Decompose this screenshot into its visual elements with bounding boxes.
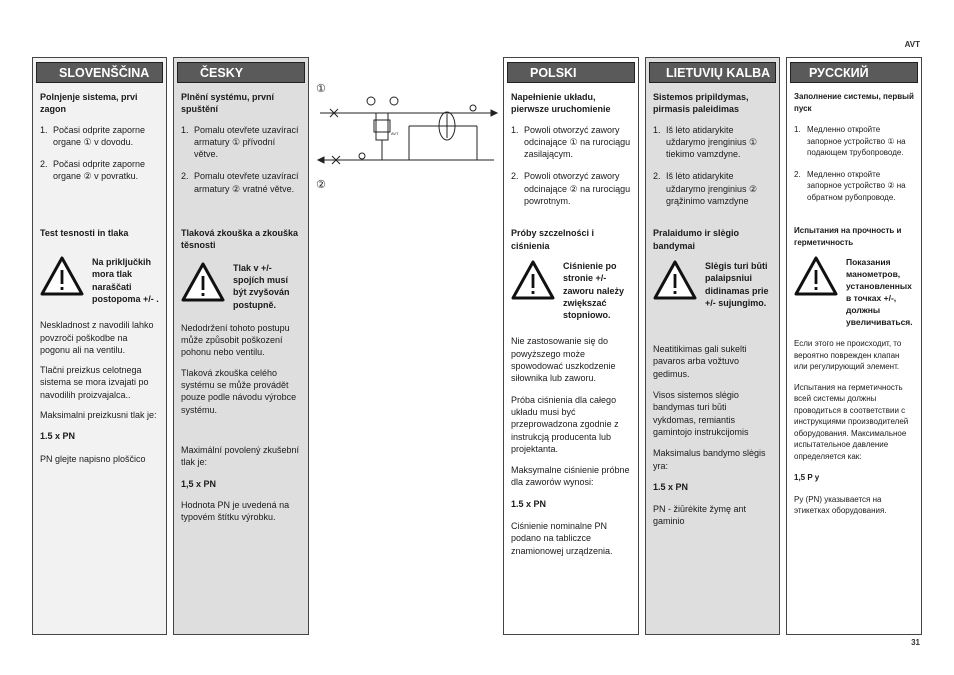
steps-list [40,124,159,183]
paragraph: Если этого не происходит, то вероятно поврежден клапан или регулирующий элемент. [794,339,902,371]
column-russian [786,57,922,635]
heading-filling: Napełnienie układu, pierwsze uruchomienie [511,92,611,115]
max-pressure-value: 1,5 P у [794,473,820,482]
paragraph: Tlačni preizkus celotnega sistema se mora izvajati po navodilih proizvajalca.. [40,365,149,400]
warning-box [653,260,772,309]
paragraph: Maksimalus bandymo slėgis yra: [653,448,766,471]
paragraph: Hodnota PN je uvedená na typovém štítku výrobku. [181,499,290,523]
list-item: 1. Powoli otworzyć zawory odcinające ① na rurociągu zasilającym. [511,124,631,160]
list-item: 2. Iš lėto atidarykite uždarymo įrenginius ② grąžinimo vamzdyne [653,171,758,207]
max-pressure-value: 1.5 x PN [40,431,76,442]
warning-text: Ciśnienie po stronie +/- zaworu należy zwiększać stopniowo. [563,260,625,321]
paragraph: Pу (PN) указывается на этикетках оборудования. [794,494,887,515]
label-return: ② [316,178,326,190]
list-item: 2. Медленно откройте запорное устройство ② на обратном рубопроводе. [794,169,906,202]
heading-filling: Plnění systému, první spuštění [181,92,275,115]
brand-label: AVT [904,40,920,49]
list-item: 2. Powoli otworzyć zawory odcinające ② na rurociągu powrotnym. [511,171,631,207]
label-avt: AVT [391,131,399,136]
warning-box [40,256,159,305]
piping-diagram [312,80,502,190]
label-supply: ① [316,82,326,95]
max-pressure-value: 1,5 x PN [181,478,217,489]
steps-list [794,124,914,203]
paragraph: Neatitikimas gali sukelti pavaros arba vožtuvo gedimus. [653,344,747,379]
warning-icon [181,262,225,302]
section-title: ČESKY [177,62,305,83]
warning-box [181,262,301,311]
list-item: 2. Počasi odprite zaporne organe ② v povratku. [40,159,146,182]
list-item: 1. Медленно откройте запорное устройство ① на подающем трубопроводе. [794,125,906,157]
paragraph: Испытания на герметичность всей системы должны проводиться в соответствии с инструкциями производителей оборудования. Максимальное испытательное давление определяется как: [794,382,909,461]
max-pressure-value: 1.5 x PN [653,481,689,492]
list-item: 1. Pomalu otevřete uzavírací armatury ① přívodní větve. [181,124,299,160]
paragraph: Neskladnost z navodili lahko povzroči poškodbe na pogonu ali na ventilu. [40,320,154,355]
section-title: LIETUVIŲ KALBA [649,62,776,83]
paragraph: PN - žiūrėkite žymę ant gaminio [653,504,747,527]
heading-filling: Заполнение системы, первый пуск [794,92,914,113]
heading-pressure-test: Tlaková zkouška a zkouška těsnosti [181,228,299,251]
steps-list [181,124,301,195]
paragraph: Maximální povolený zkušební tlak je: [181,444,300,468]
paragraph: Nedodržení tohoto postupu může způsobit poškození pohonu nebo ventilu. [181,322,290,358]
heading-filling: Polnjenje sistema, prvi zagon [40,92,138,115]
list-item: 2. Pomalu otevřete uzavírací armatury ② vratné větve. [181,171,299,194]
section-title: РУССКИЙ [790,62,918,83]
paragraph: Maksymalne ciśnienie próbne dla zaworów wynosi: [511,465,630,488]
heading-filling: Sistemos pripildymas, pirmasis paleidimas [653,92,749,115]
warning-text: Na priključkih mora tlak naraščati postopoma +/- . [92,257,159,304]
paragraph: PN glejte napisno ploščico [40,453,146,464]
heading-pressure-test: Próby szczelności i ciśnienia [511,228,595,251]
paragraph: Tlaková zkouška celého systému se může provádět pouze podle návodu výrobce systému. [181,367,297,415]
warning-box [511,260,631,321]
warning-text: Показания манометров, установленных в точках +/-, должны увеличиваться. [846,257,913,327]
warning-text: Tlak v +/- spojích musí být zvyšován postupně. [233,262,290,310]
paragraph: Maksimalni preizkusni tlak je: [40,410,157,421]
page-number: 31 [911,638,920,647]
column-slovenian [32,57,167,635]
section-title: SLOVENŠČINA [36,62,163,83]
heading-pressure-test: Испытания на прочность и герметичность [794,226,902,247]
steps-list [653,124,772,208]
heading-pressure-test: Test tesnosti in tlaka [40,227,129,238]
heading-pressure-test: Pralaidumo ir slėgio bandymai [653,228,740,251]
column-polish [503,57,639,635]
paragraph: Visos sistemos slėgio bandymas turi būti vykdomas, remiantis gamintojo instrukcijomis [653,390,749,437]
list-item: 1. Iš lėto atidarykite uždarymo įrenginius ① tiekimo vamzdyne. [653,124,758,160]
paragraph: Próba ciśnienia dla całego układu musi być przeprowadzona zgodnie z instrukcją producenta lub projektanta. [511,394,619,454]
warning-box [794,256,914,328]
paragraph: Nie zastosowanie się do powyższego może spowodować uszkodzenie siłownika lub zaworu. [511,336,616,384]
list-item: 1. Počasi odprite zaporne organe ① v dovodu. [40,124,146,147]
column-lithuanian [645,57,780,635]
max-pressure-value: 1.5 x PN [511,498,547,509]
section-title: POLSKI [507,62,635,83]
column-czech [173,57,309,635]
warning-icon [511,260,555,300]
steps-list [511,124,631,208]
paragraph: Ciśnienie nominalne PN podano na tabliczce znamionowej urządzenia. [511,521,613,556]
warning-icon [794,256,838,296]
warning-icon [40,256,84,296]
warning-text: Slėgis turi būti palaipsniui didinamas prie +/- sujungimo. [705,260,769,308]
warning-icon [653,260,697,300]
